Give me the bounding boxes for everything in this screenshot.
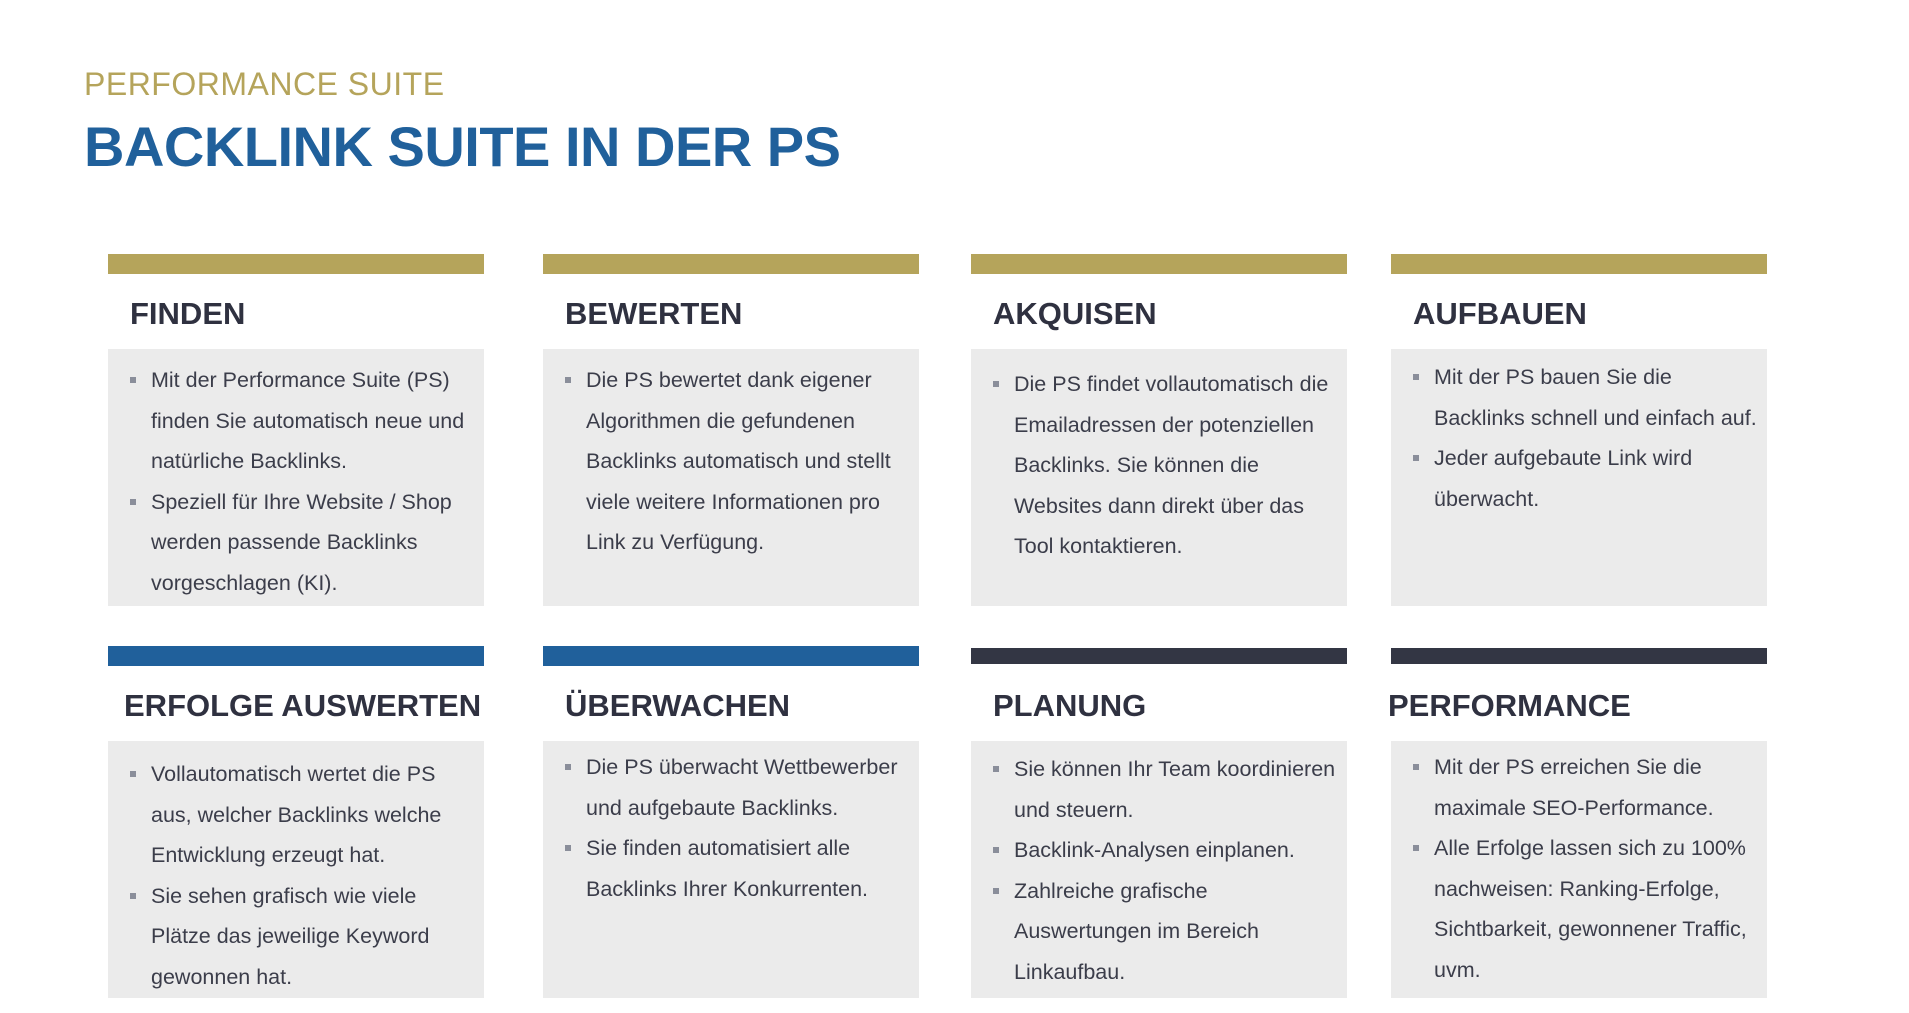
bullet-icon	[1413, 455, 1419, 461]
bullet-icon	[1413, 764, 1419, 770]
list-item	[993, 749, 1337, 830]
bullet-list	[1413, 747, 1757, 990]
list-item-text: Backlink-Analysen einplanen.	[1014, 838, 1295, 862]
accent-bar	[1391, 648, 1767, 664]
bullet-list	[1413, 357, 1757, 519]
list-item-text: Speziell für Ihre Website / Shop werden passende Backlinks vorgeschlagen (KI).	[151, 489, 452, 595]
bullet-list	[130, 360, 474, 603]
card-body	[1391, 741, 1767, 998]
list-item-text: Zahlreiche grafische Auswertungen im Bereich Linkaufbau.	[1014, 878, 1259, 984]
bullet-icon	[130, 377, 136, 383]
bullet-list	[565, 747, 909, 909]
list-item	[993, 871, 1337, 993]
card-heading: FINDEN	[130, 296, 246, 331]
card-heading: ERFOLGE AUSWERTEN	[124, 688, 482, 723]
card-heading: AKQUISEN	[993, 296, 1157, 331]
bullet-icon	[130, 499, 136, 505]
bullet-icon	[993, 381, 999, 387]
bullet-icon	[130, 893, 136, 899]
list-item-text: Sie können Ihr Team koordinieren und steuern.	[1014, 757, 1336, 822]
accent-bar	[971, 254, 1347, 274]
page-title: BACKLINK SUITE IN DER PS	[84, 115, 841, 178]
card-body	[543, 349, 919, 606]
card-body	[971, 741, 1347, 998]
accent-bar	[108, 254, 484, 274]
list-item	[565, 747, 909, 828]
list-item	[565, 360, 909, 563]
card-heading: PERFORMANCE	[1388, 688, 1631, 723]
card-body	[1391, 349, 1767, 606]
bullet-icon	[993, 766, 999, 772]
bullet-icon	[993, 888, 999, 894]
list-item	[993, 364, 1337, 567]
list-item	[993, 830, 1337, 871]
card-body	[108, 349, 484, 606]
list-item-text: Sie finden automatisiert alle Backlinks Ihrer Konkurrenten.	[586, 836, 869, 901]
list-item	[1413, 438, 1757, 519]
bullet-icon	[1413, 374, 1419, 380]
list-item-text: Jeder aufgebaute Link wird überwacht.	[1434, 446, 1693, 511]
bullet-list	[130, 754, 474, 997]
list-item	[130, 482, 474, 604]
accent-bar	[543, 646, 919, 666]
accent-bar	[543, 254, 919, 274]
list-item	[1413, 357, 1757, 438]
card-heading: BEWERTEN	[565, 296, 743, 331]
bullet-icon	[565, 377, 571, 383]
card-heading: PLANUNG	[993, 688, 1147, 723]
bullet-icon	[565, 764, 571, 770]
bullet-icon	[565, 845, 571, 851]
card-body	[543, 741, 919, 998]
list-item	[1413, 828, 1757, 990]
list-item	[565, 828, 909, 909]
list-item-text: Sie sehen grafisch wie viele Plätze das jeweilige Keyword gewonnen hat.	[151, 883, 430, 989]
card-heading: ÜBERWACHEN	[565, 688, 791, 723]
list-item-text: Alle Erfolge lassen sich zu 100% nachweisen: Ranking-Erfolge, Sichtbarkeit, gewonnener Traffic, uvm.	[1434, 836, 1747, 982]
list-item-text: Vollautomatisch wertet die PS aus, welcher Backlinks welche Entwicklung erzeugt hat.	[151, 762, 442, 867]
list-item-text: Die PS überwacht Wettbewerber und aufgebaute Backlinks.	[586, 755, 898, 820]
bullet-list	[565, 360, 909, 563]
bullet-icon	[993, 847, 999, 853]
bullet-icon	[130, 771, 136, 777]
card-heading: AUFBAUEN	[1413, 296, 1587, 331]
card-body	[108, 741, 484, 998]
list-item	[130, 876, 474, 998]
accent-bar	[108, 646, 484, 666]
list-item	[130, 754, 474, 876]
list-item-text: Mit der Performance Suite (PS) finden Sie automatisch neue und natürliche Backlinks.	[151, 368, 465, 473]
bullet-list	[993, 749, 1337, 992]
bullet-icon	[1413, 845, 1419, 851]
list-item-text: Mit der PS bauen Sie die Backlinks schnell und einfach auf.	[1434, 365, 1757, 430]
accent-bar	[971, 648, 1347, 664]
list-item-text: Mit der PS erreichen Sie die maximale SEO-Performance.	[1434, 755, 1714, 820]
list-item-text: Die PS bewertet dank eigener Algorithmen die gefundenen Backlinks automatisch und stellt viele weitere Informationen pro Link zu Verfügung.	[586, 368, 891, 554]
supertitle: PERFORMANCE SUITE	[84, 66, 445, 102]
list-item	[1413, 747, 1757, 828]
accent-bar	[1391, 254, 1767, 274]
list-item-text: Die PS findet vollautomatisch die Emailadressen der potenziellen Backlinks. Sie können die Websites dann direkt über das Tool kontaktieren.	[1014, 372, 1329, 558]
bullet-list	[993, 364, 1337, 567]
list-item	[130, 360, 474, 482]
card-body	[971, 349, 1347, 606]
